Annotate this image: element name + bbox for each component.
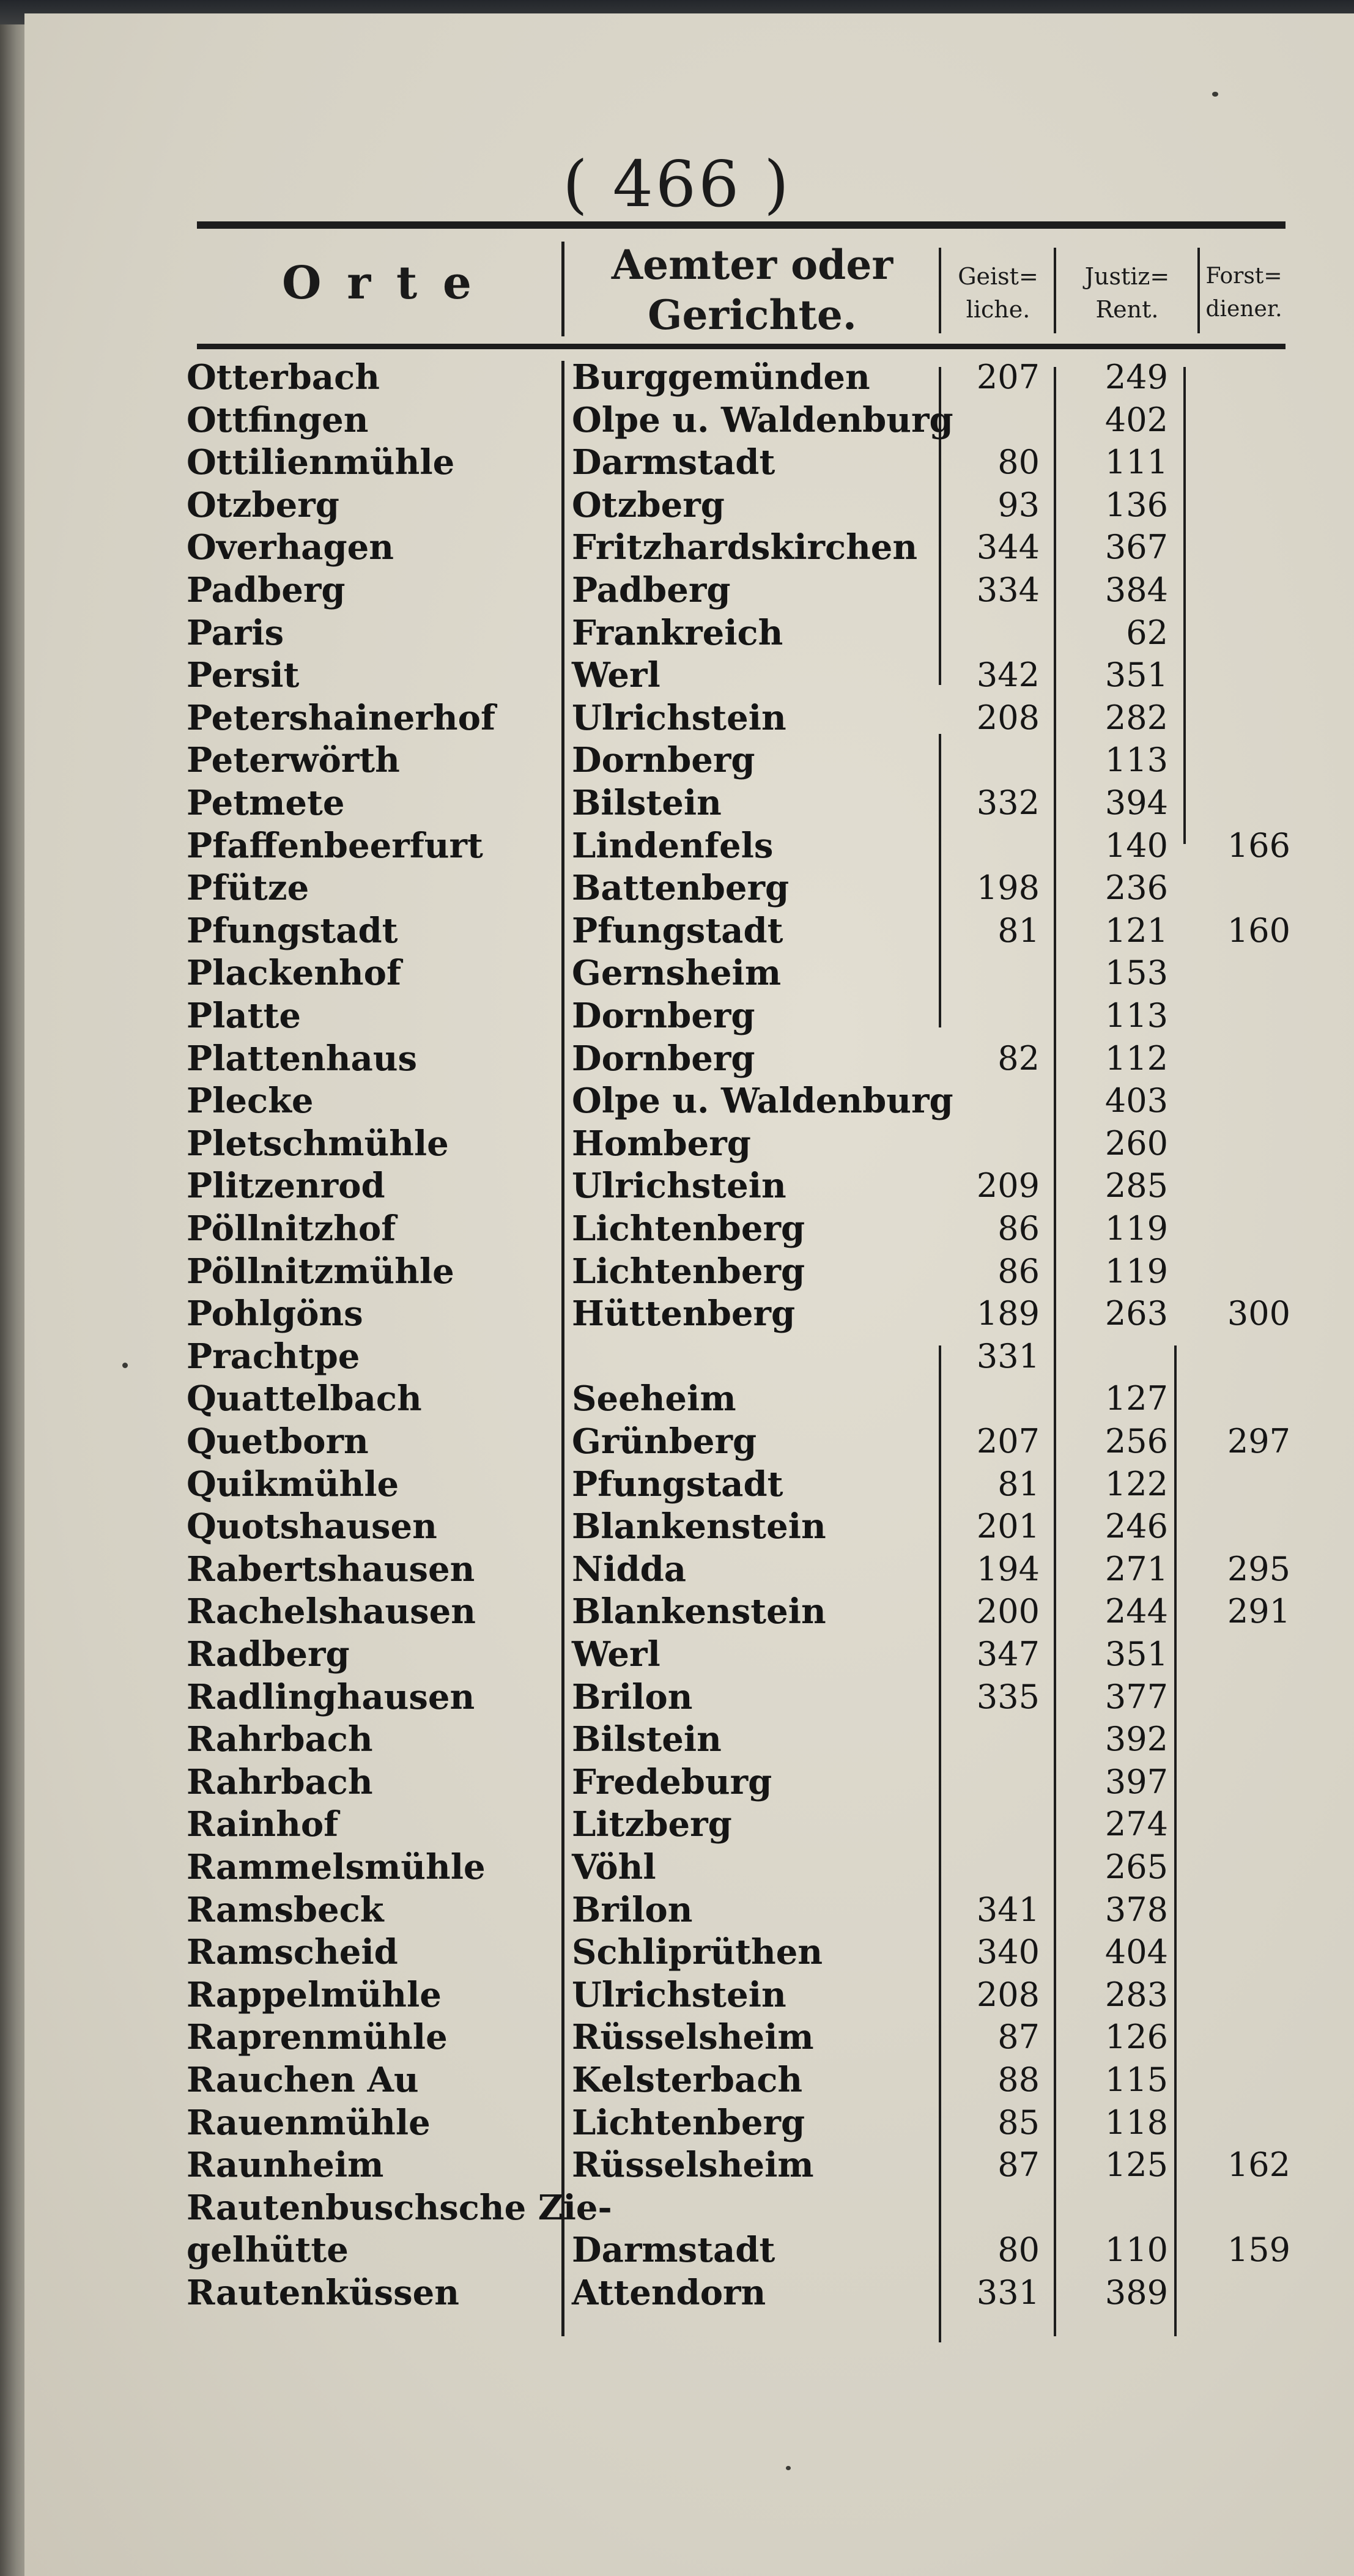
geistliche-page: 88 [997, 2060, 1040, 2099]
justiz-page: 236 [1104, 868, 1168, 907]
place-name: Overhagen [187, 527, 394, 568]
office-name: Dornberg [572, 996, 755, 1036]
justiz-page: 389 [1104, 2273, 1168, 2312]
office-name: Darmstadt [572, 2230, 775, 2270]
place-name: Raprenmühle [187, 2017, 448, 2057]
geistliche-page: 208 [976, 698, 1040, 737]
paper-speck [1212, 92, 1218, 97]
office-name: Pfungstadt [572, 1464, 783, 1505]
justiz-page: 402 [1104, 401, 1168, 439]
place-name: Radlinghausen [187, 1677, 475, 1717]
place-name: Peterwörth [187, 740, 400, 780]
geistliche-page: 200 [976, 1592, 1040, 1630]
forst-page: 297 [1227, 1422, 1290, 1460]
place-name: Ramscheid [187, 1932, 398, 1972]
justiz-page: 246 [1104, 1507, 1168, 1545]
geist-column-rule-b [939, 734, 941, 1027]
justiz-page: 282 [1104, 698, 1168, 737]
justiz-page: 122 [1104, 1465, 1168, 1503]
place-name: Rappelmühle [187, 1975, 442, 2015]
place-name: Pfungstadt [187, 911, 398, 951]
forst-page: 162 [1227, 2145, 1290, 2184]
justiz-page: 260 [1104, 1124, 1168, 1163]
office-name: Fredeburg [572, 1762, 772, 1802]
office-name: Burggemünden [572, 357, 870, 398]
justiz-page: 115 [1104, 2060, 1168, 2099]
place-name: Rachelshausen [187, 1591, 476, 1632]
place-name: Pletschmühle [187, 1123, 449, 1164]
paper-speck [786, 2466, 791, 2470]
geistliche-page: 80 [997, 443, 1040, 481]
place-name: Pöllnitzhof [187, 1208, 396, 1249]
header-forst-line1: Forst= [1205, 264, 1282, 289]
place-name: Otterbach [187, 357, 380, 398]
geistliche-page: 85 [997, 2103, 1040, 2142]
justiz-page: 377 [1104, 1678, 1168, 1716]
office-name: Blankenstein [572, 1591, 826, 1632]
justiz-page: 384 [1104, 571, 1168, 609]
justiz-page: 274 [1104, 1805, 1168, 1843]
geistliche-page: 208 [976, 1975, 1040, 2014]
place-name: Pfütze [187, 868, 309, 908]
place-name: Paris [187, 613, 284, 653]
office-name: Battenberg [572, 868, 790, 908]
office-name: Lichtenberg [572, 1208, 805, 1249]
geistliche-page: 198 [976, 868, 1040, 907]
place-name: Raunheim [187, 2145, 384, 2185]
office-name: Lichtenberg [572, 1251, 805, 1292]
justiz-page: 403 [1104, 1081, 1168, 1120]
office-name: Bilstein [572, 1719, 722, 1760]
forst-page: 160 [1227, 911, 1290, 950]
place-name: Platte [187, 996, 302, 1036]
justiz-page: 265 [1104, 1848, 1168, 1886]
justiz-page: 249 [1104, 358, 1168, 396]
office-name: Lichtenberg [572, 2103, 805, 2143]
justiz-page: 397 [1104, 1763, 1168, 1801]
justiz-page: 113 [1104, 741, 1168, 779]
place-name: Rautenküssen [187, 2273, 459, 2313]
place-name: Rahrbach [187, 1719, 373, 1760]
office-name: Darmstadt [572, 442, 775, 483]
geistliche-page: 341 [976, 1890, 1040, 1929]
place-name: Otzberg [187, 485, 339, 525]
place-name: Radberg [187, 1634, 350, 1675]
geistliche-page: 189 [976, 1294, 1040, 1333]
geistliche-page: 81 [997, 1465, 1040, 1503]
office-name: Werl [572, 655, 660, 695]
office-name: Seeheim [572, 1379, 736, 1419]
justiz-page: 118 [1104, 2103, 1168, 2142]
justiz-page: 121 [1104, 911, 1168, 950]
header-bottom-rule [197, 344, 1286, 349]
place-name: Rauchen Au [187, 2060, 419, 2100]
office-name: Pfungstadt [572, 911, 783, 951]
header-divider-4 [1197, 248, 1200, 333]
forst-page: 159 [1227, 2230, 1290, 2269]
justiz-page: 153 [1104, 953, 1168, 992]
justiz-page: 404 [1104, 1933, 1168, 1971]
justiz-page: 119 [1104, 1252, 1168, 1290]
office-name: Olpe u. Waldenburg [572, 1081, 953, 1121]
header-justiz-line2: Rent. [1095, 296, 1159, 323]
geistliche-page: 80 [997, 2230, 1040, 2269]
office-name: Hüttenberg [572, 1294, 796, 1334]
office-name: Dornberg [572, 740, 755, 780]
header-divider-2 [939, 248, 941, 333]
geist-column-rule-d [939, 1841, 941, 2342]
justiz-page: 351 [1104, 656, 1168, 694]
office-name: Nidda [572, 1549, 687, 1590]
forst-page: 291 [1227, 1592, 1290, 1630]
office-name: Ulrichstein [572, 698, 786, 738]
place-name: Quotshausen [187, 1506, 437, 1547]
header-geist-line1: Geist= [958, 263, 1038, 290]
justiz-page: 283 [1104, 1975, 1168, 2014]
geistliche-page: 201 [976, 1507, 1040, 1545]
office-name: Padberg [572, 570, 731, 610]
header-forst [1201, 260, 1287, 326]
justiz-page: 113 [1104, 996, 1168, 1035]
place-name: Rammelsmühle [187, 1847, 486, 1887]
geistliche-page: 347 [976, 1635, 1040, 1673]
place-name: Pöllnitzmühle [187, 1251, 454, 1292]
office-name: Litzberg [572, 1804, 732, 1845]
header-geistliche [944, 260, 1052, 326]
geistliche-page: 340 [976, 1933, 1040, 1971]
place-name: Quetborn [187, 1421, 369, 1462]
office-name: Otzberg [572, 485, 725, 525]
header-geist-line2: liche. [966, 296, 1030, 323]
place-name: Plattenhaus [187, 1038, 417, 1079]
forst-column-rule-a [1183, 367, 1186, 844]
amt-column-rule [561, 361, 564, 2336]
geistliche-page: 87 [997, 2145, 1040, 2184]
justiz-page: 256 [1104, 1422, 1168, 1460]
office-name: Olpe u. Waldenburg [572, 400, 953, 440]
place-name: Ottilienmühle [187, 442, 455, 483]
header-orte: O r t e [282, 257, 476, 309]
geistliche-page: 87 [997, 2018, 1040, 2056]
geistliche-page: 331 [976, 1337, 1040, 1375]
justiz-page: 62 [1126, 613, 1168, 652]
office-name: Ulrichstein [572, 1975, 786, 2015]
geistliche-page: 344 [976, 528, 1040, 566]
office-name: Rüsselsheim [572, 2017, 814, 2057]
place-name: Pohlgöns [187, 1294, 363, 1334]
paper-speck [122, 1363, 128, 1368]
place-name: Rautenbuschsche Zie- [187, 2188, 612, 2228]
geistliche-page: 342 [976, 656, 1040, 694]
justiz-page: 394 [1104, 783, 1168, 822]
justiz-page: 271 [1104, 1550, 1168, 1588]
geistliche-page: 332 [976, 783, 1040, 822]
office-name: Bilstein [572, 783, 722, 823]
office-name: Dornberg [572, 1038, 755, 1079]
justiz-page: 125 [1104, 2145, 1168, 2184]
page-number: ( 466 ) [563, 147, 791, 221]
place-name: Petershainerhof [187, 698, 496, 738]
justiz-page: 285 [1104, 1166, 1168, 1205]
place-name: Ottfingen [187, 400, 369, 440]
office-name: Ulrichstein [572, 1166, 786, 1206]
place-name: Plackenhof [187, 953, 402, 993]
justiz-page: 127 [1104, 1379, 1168, 1418]
geistliche-page: 335 [976, 1678, 1040, 1716]
place-name: gelhütte [187, 2230, 349, 2270]
header-top-rule [197, 221, 1286, 229]
office-name: Lindenfels [572, 826, 774, 866]
justiz-page: 140 [1104, 826, 1168, 865]
justiz-page: 263 [1104, 1294, 1168, 1333]
office-name: Homberg [572, 1123, 751, 1164]
forst-column-rule-b [1174, 1345, 1177, 2336]
header-divider-1 [561, 242, 564, 336]
justiz-page: 244 [1104, 1592, 1168, 1630]
geist-column-rule-c [939, 1345, 941, 1853]
office-name: Brilon [572, 1890, 693, 1930]
office-name: Gernsheim [572, 953, 782, 993]
place-name: Padberg [187, 570, 346, 610]
office-name: Brilon [572, 1677, 693, 1717]
place-name: Rauenmühle [187, 2103, 431, 2143]
header-forst-line2: diener. [1205, 297, 1282, 322]
place-name: Quikmühle [187, 1464, 399, 1505]
place-name: Prachtpe [187, 1336, 360, 1377]
justiz-page: 392 [1104, 1720, 1168, 1758]
forst-page: 295 [1227, 1550, 1290, 1588]
header-aemter-line1: Aemter oder [611, 241, 893, 289]
office-name: Rüsselsheim [572, 2145, 814, 2185]
geistliche-page: 209 [976, 1166, 1040, 1205]
justiz-column-rule-a [1054, 367, 1056, 2336]
forst-page: 300 [1227, 1294, 1290, 1333]
place-name: Rainhof [187, 1804, 339, 1845]
justiz-page: 126 [1104, 2018, 1168, 2056]
geistliche-page: 86 [997, 1209, 1040, 1248]
forst-page: 166 [1227, 826, 1290, 865]
place-name: Rabertshausen [187, 1549, 475, 1590]
place-name: Petmete [187, 783, 345, 823]
office-name: Attendorn [572, 2273, 766, 2313]
justiz-page: 378 [1104, 1890, 1168, 1929]
geistliche-page: 86 [997, 1252, 1040, 1290]
geistliche-page: 331 [976, 2273, 1040, 2312]
place-name: Persit [187, 655, 300, 695]
geistliche-page: 207 [976, 1422, 1040, 1460]
justiz-page: 110 [1104, 2230, 1168, 2269]
header-aemter [569, 240, 936, 340]
justiz-page: 136 [1104, 486, 1168, 524]
geistliche-page: 207 [976, 358, 1040, 396]
office-name: Schliprüthen [572, 1932, 823, 1972]
justiz-page: 112 [1104, 1039, 1168, 1078]
office-name: Blankenstein [572, 1506, 826, 1547]
geistliche-page: 82 [997, 1039, 1040, 1078]
justiz-page: 351 [1104, 1635, 1168, 1673]
geistliche-page: 334 [976, 571, 1040, 609]
place-name: Plitzenrod [187, 1166, 385, 1206]
place-name: Rahrbach [187, 1762, 373, 1802]
office-name: Frankreich [572, 613, 783, 653]
office-name: Grünberg [572, 1421, 757, 1462]
justiz-page: 367 [1104, 528, 1168, 566]
geistliche-page: 93 [997, 486, 1040, 524]
geistliche-page: 194 [976, 1550, 1040, 1588]
place-name: Quattelbach [187, 1379, 422, 1419]
place-name: Ramsbeck [187, 1890, 384, 1930]
header-justiz-line1: Justiz= [1084, 263, 1170, 290]
place-name: Plecke [187, 1081, 314, 1121]
office-name: Fritzhardskirchen [572, 527, 918, 568]
justiz-page: 119 [1104, 1209, 1168, 1248]
justiz-page: 111 [1104, 443, 1168, 481]
geistliche-page: 81 [997, 911, 1040, 950]
header-justiz [1058, 260, 1196, 326]
place-name: Pfaffenbeerfurt [187, 826, 483, 866]
header-divider-3 [1054, 248, 1056, 333]
header-aemter-line2: Gerichte. [648, 291, 857, 339]
office-name: Werl [572, 1634, 660, 1675]
office-name: Vöhl [572, 1847, 656, 1887]
office-name: Kelsterbach [572, 2060, 803, 2100]
